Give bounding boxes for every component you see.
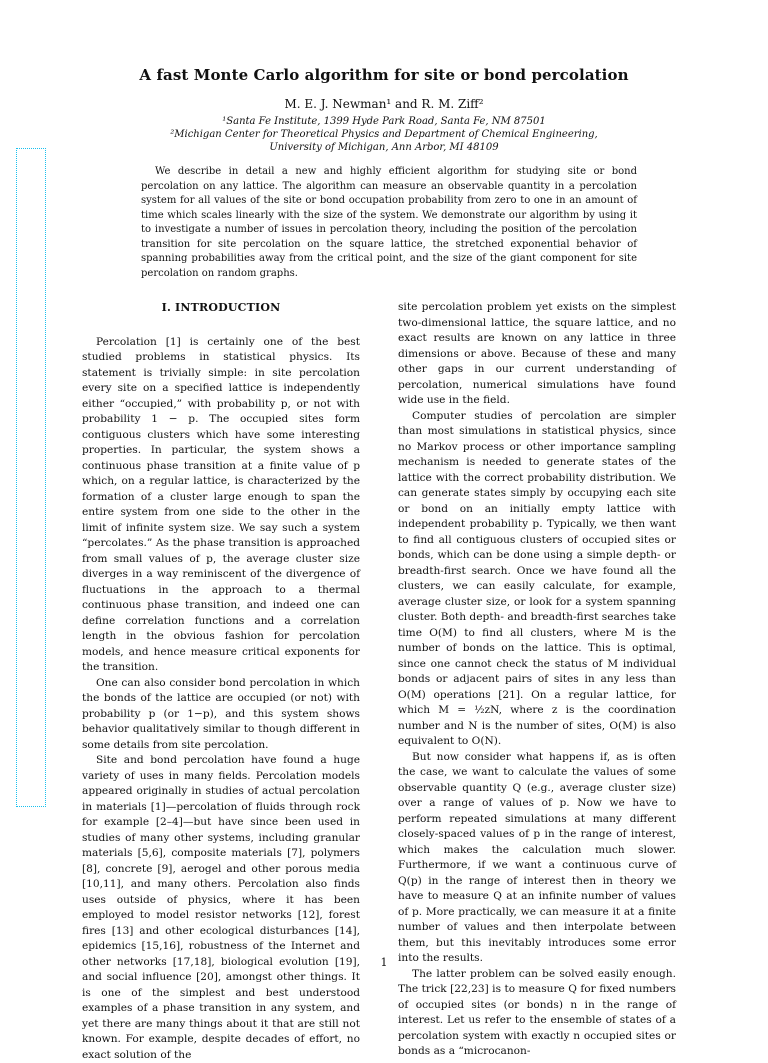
paper-title: A fast Monte Carlo algorithm for site or bond percolation [139, 66, 629, 84]
affiliation-2: ²Michigan Center for Theoretical Physics and Department of Chemical Engineering, [170, 129, 598, 140]
paragraph: But now consider what happens if, as is often the case, we want to calculate the values of some observable quantity Q (e.g., average cluster size) over a range of values of p. Now we have to perform repeated simulations at many different closely-spaced values of p in the range of interest, which makes the calculation much slower. Furthermore, if we want a continuous curve of Q(p) in the range of interest then in theory we have to measure Q at an infinite number of values of p. More practically, we can measure it at a finite number of values and then interpolate between them, but this inevitably introduces some error into the results. [398, 750, 676, 964]
section-heading: I. INTRODUCTION [161, 301, 281, 314]
paragraph: The latter problem can be solved easily enough. The trick [22,23] is to measure Q for fixed numbers of occupied sites (or bonds) n in the range of interest. Let us refer to the ensemble of states of a percolation system with exactly n occupied sites or bonds as a “microcanon- [398, 967, 676, 1057]
margin-annotation-box [16, 148, 46, 807]
paragraph: site percolation problem yet exists on the simplest two-dimensional lattice, the square lattice, and no exact results are known on any lattice in three dimensions or above. Because of these and many other gaps in our current understanding of percolation, numerical simulations have found wide use in the field. [398, 301, 676, 406]
affiliation-1: ¹Santa Fe Institute, 1399 Hyde Park Road, Santa Fe, NM 87501 [222, 116, 546, 127]
left-column [82, 300, 360, 1063]
paragraph: One can also consider bond percolation in which the bonds of the lattice are occupied (or not) with probability p (or 1−p), and this system shows behavior qualitatively similar to though different in some details from site percolation. [82, 676, 360, 751]
affiliation-3: University of Michigan, Ann Arbor, MI 48109 [269, 142, 499, 153]
abstract: We describe in detail a new and highly efficient algorithm for studying site or bond percolation on any lattice. The algorithm can measure an observable quantity in a percolation system for all values of the site or bond occupation probability from zero to one in an amount of time which scales linearly with the size of the system. We demonstrate our algorithm by using it to investigate a number of issues in percolation theory, including the position of the percolation transition for site percolation on the square lattice, the stretched exponential behavior of spanning probabilities away from the critical point, and the size of the giant component for site percolation on random graphs. [141, 166, 637, 279]
paragraph: Computer studies of percolation are simpler than most simulations in statistical physics, since no Markov process or other importance sampling mechanism is needed to generate states of the lattice with the correct probability distribution. We can generate states simply by occupying each site or bond on an initially empty lattice with independent probability p. Typically, we then want to find all contiguous clusters of occupied sites or bonds, which can be done using a simple depth- or breadth-first search. Once we have found all the clusters, we can easily calculate, for example, average cluster size, or look for a system spanning cluster. Both depth- and breadth-first searches take time O(M) to find all clusters, where M is the number of bonds on the lattice. This is optimal, since one cannot check the status of M individual bonds or adjacent pairs of sites in any less than O(M) operations [21]. On a regular lattice, for which M = ½zN, where z is the coordination number and N is the number of sites, O(M) is also equivalent to O(N). [398, 409, 676, 747]
page-number: 1 [380, 956, 388, 969]
right-column [398, 300, 676, 1060]
paragraph: Site and bond percolation have found a huge variety of uses in many fields. Percolation models appeared originally in studies of actual percolation in materials [1]—percolation of fluids through rock for example [2–4]—but have since been used in studies of many other systems, including granular materials [5,6], composite materials [7], polymers [8], concrete [9], aerogel and other porous media [10,11], and many others. Percolation also finds uses outside of physics, where it has been employed to model resistor networks [12], forest fires [13] and other ecological disturbances [14], epidemics [15,16], robustness of the Internet and other networks [17,18], biological evolution [19], and social influence [20], amongst other things. It is one of the simplest and best understood examples of a phase transition in any system, and yet there are many things about it that are still not known. For example, despite decades of effort, no exact solution of the [82, 754, 360, 1061]
paper-authors: M. E. J. Newman¹ and R. M. Ziff² [284, 97, 484, 111]
paragraph: Percolation [1] is certainly one of the best studied problems in statistical physics. Its statement is trivially simple: in site percolation every site on a specified lattice is independently either “occupied,” with probability p, or not with probability 1 − p. The occupied sites form contiguous clusters which have some interesting properties. In particular, the system shows a continuous phase transition at a finite value of p which, on a regular lattice, is characterized by the formation of a cluster large enough to span the entire system from one side to the other in the limit of infinite system size. We say such a system “percolates.” As the phase transition is approached from small values of p, the average cluster size diverges in a way reminiscent of the divergence of fluctuations in the approach to a thermal continuous phase transition, and indeed one can define correlation functions and a correlation length in the obvious fashion for percolation models, and hence measure critical exponents for the transition. [82, 335, 360, 673]
